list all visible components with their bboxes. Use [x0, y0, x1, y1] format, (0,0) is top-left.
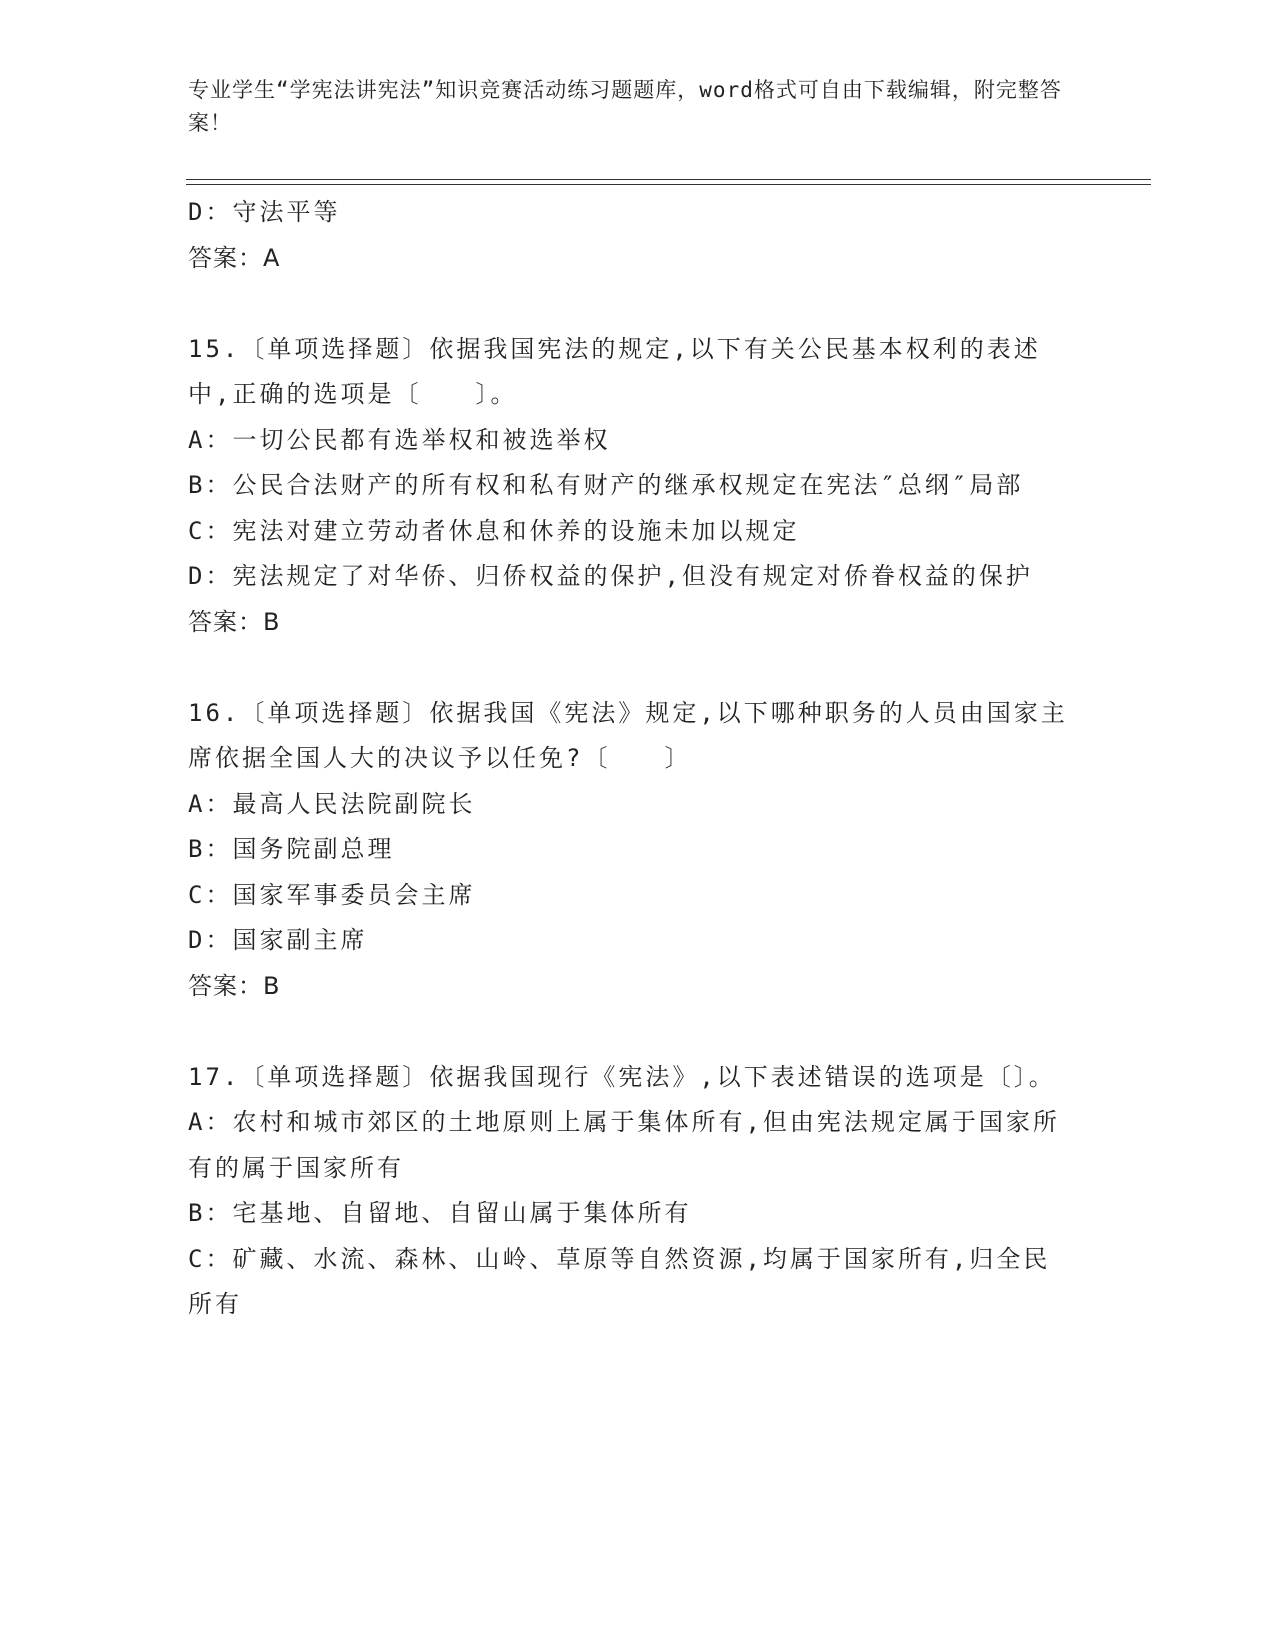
option-a: A：一切公民都有选举权和被选举权	[188, 425, 611, 454]
option-a: A：农村和城市郊区的土地原则上属于集体所有,但由宪法规定属于国家所有的属于国家所有	[188, 1108, 1060, 1182]
option-b: B：宅基地、自留地、自留山属于集体所有	[188, 1199, 692, 1227]
header-title: 专业学生“学宪法讲宪法”知识竞赛活动练习题题库，word格式可自由下载编辑，附完整答案！	[188, 78, 1062, 135]
question-answer: 答案：B	[188, 971, 281, 1000]
question-stem: 16.〔单项选择题〕依据我国《宪法》规定,以下哪种职务的人员由国家主席依据全国人大的决议予以任免?〔 〕	[188, 698, 1068, 772]
option-d: D：国家副主席	[188, 926, 368, 954]
option-b: B：公民合法财产的所有权和私有财产的继承权规定在宪法″总纲″局部	[188, 471, 1024, 499]
header-divider-bottom	[186, 184, 1151, 185]
document-header	[188, 74, 1068, 140]
prev-question-option-d: D：守法平等	[188, 198, 341, 226]
option-c: C：国家军事委员会主席	[188, 880, 476, 909]
option-b: B：国务院副总理	[188, 835, 395, 863]
question-stem: 15.〔单项选择题〕依据我国宪法的规定,以下有关公民基本权利的表述中,正确的选项是〔 〕。	[188, 334, 1041, 408]
option-c: C：矿藏、水流、森林、山岭、草原等自然资源,均属于国家所有,归全民所有	[188, 1244, 1051, 1318]
question-stem: 17.〔单项选择题〕依据我国现行《宪法》,以下表述错误的选项是〔〕。	[188, 1062, 1056, 1091]
question-15	[188, 327, 1068, 646]
question-answer: 答案：B	[188, 607, 281, 636]
option-c: C：宪法对建立劳动者休息和休养的设施未加以规定	[188, 516, 800, 545]
document-body	[188, 190, 1068, 1328]
option-a: A：最高人民法院副院长	[188, 789, 476, 818]
header-divider-top	[186, 179, 1151, 180]
question-16	[188, 691, 1068, 1010]
prev-question-answer: 答案：A	[188, 243, 281, 272]
option-d: D：宪法规定了对华侨、归侨权益的保护,但没有规定对侨眷权益的保护	[188, 562, 1033, 590]
question-17	[188, 1055, 1068, 1328]
